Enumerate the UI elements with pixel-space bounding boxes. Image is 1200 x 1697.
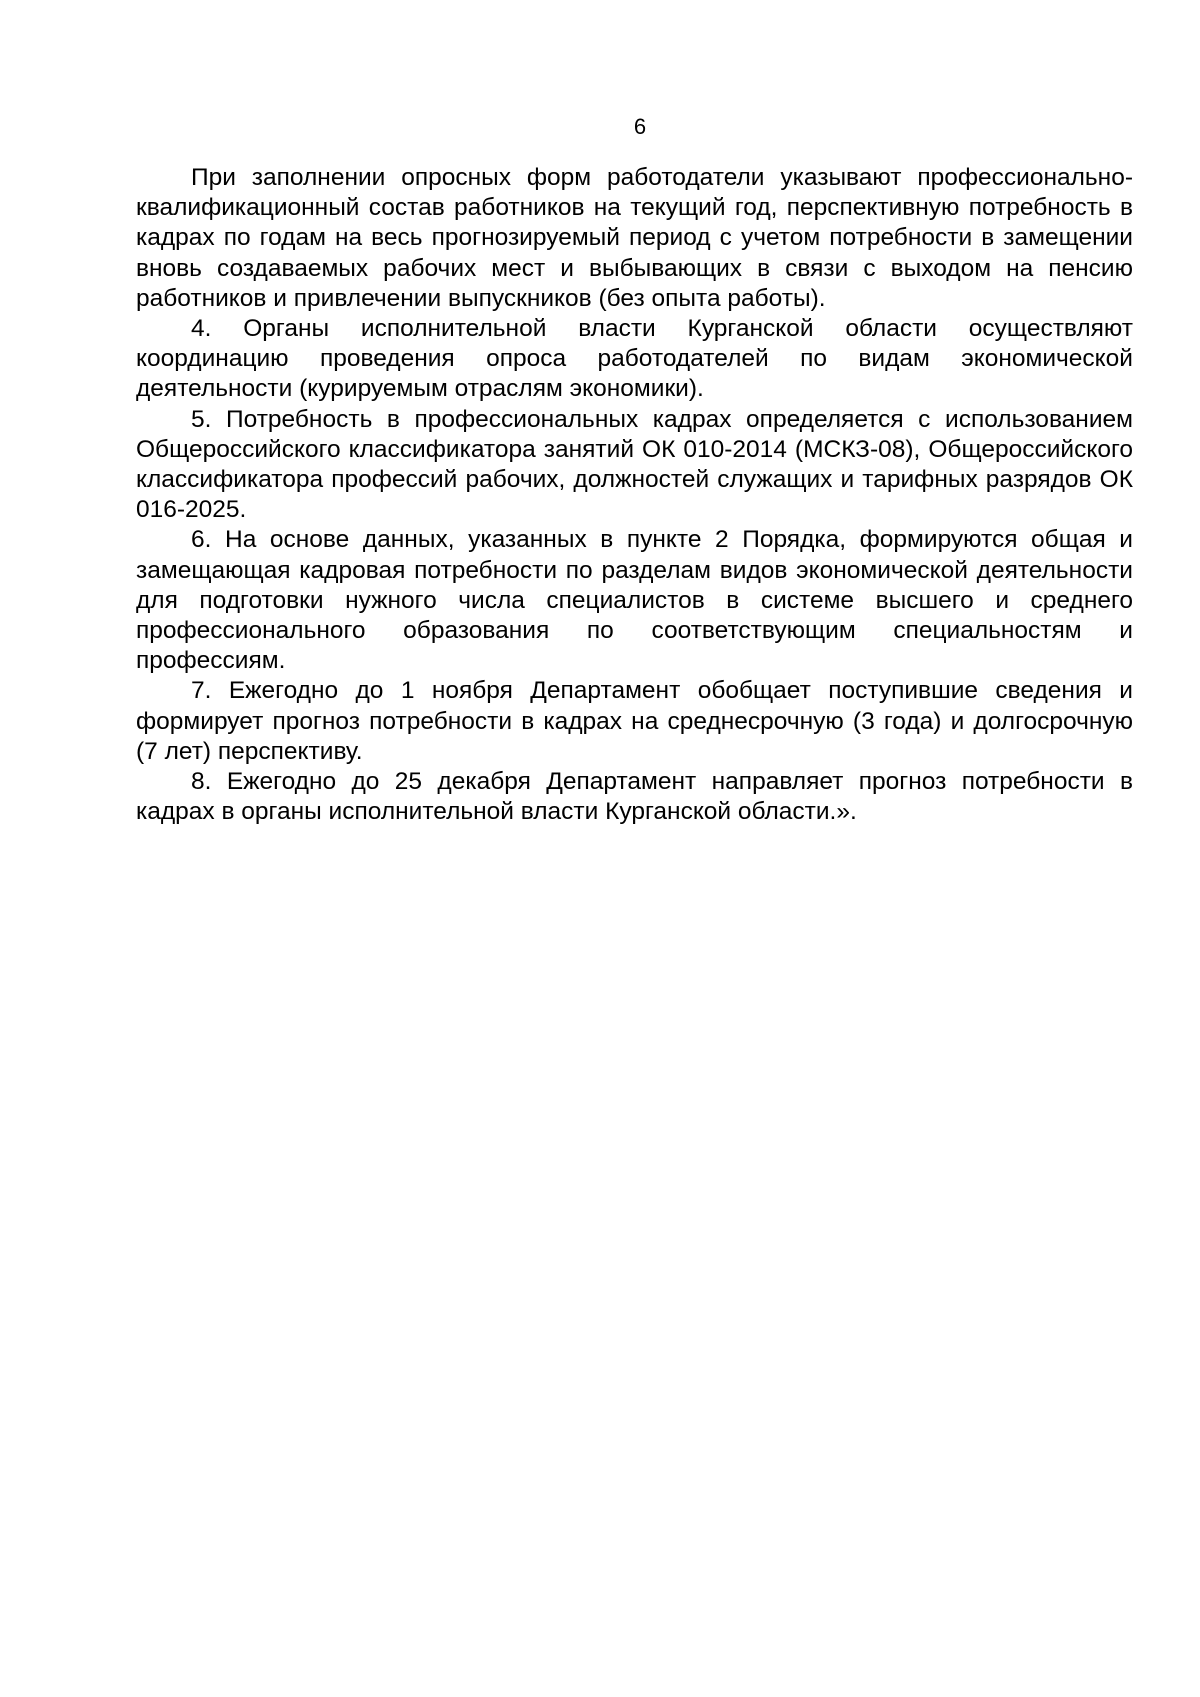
paragraph-item-6: 6. На основе данных, указанных в пункте 2 Порядка, формируются общая и замещающая кадровая потребности по разделам видов экономической деятельности для подготовки нужного числа специалистов в системе высшего и среднего профессионального образования по соответствующим специальностям и профессиям. bbox=[136, 526, 1133, 675]
paragraph-item-4: 4. Органы исполнительной власти Курганской области осуществляют координацию проведения опроса работодателей по видам экономической деятельности (курируемым отраслям экономики). bbox=[136, 315, 1133, 403]
paragraph-item-5: 5. Потребность в профессиональных кадрах определяется с использованием Общероссийского классификатора занятий ОК 010-2014 (МСКЗ-08), Общероссийского классификатора профессий рабочих, должностей служащих и тарифных разрядов ОК 016-2025. bbox=[136, 405, 1133, 524]
paragraph-item-8: 8. Ежегодно до 25 декабря Департамент направляет прогноз потребности в кадрах в органы исполнительной власти Курганской области.». bbox=[136, 768, 1133, 826]
document-body bbox=[136, 163, 1133, 827]
page-number: 6 bbox=[633, 114, 647, 139]
paragraph-survey-forms: При заполнении опросных форм работодатели указывают профессионально-квалификационный состав работников на текущий год, перспективную потребность в кадрах по годам на весь прогнозируемый период с учетом потребности в замещении вновь создаваемых рабочих мест и выбывающих в связи с выходом на пенсию работников и привлечении выпускников (без опыта работы). bbox=[136, 164, 1133, 312]
paragraph-item-7: 7. Ежегодно до 1 ноября Департамент обобщает поступившие сведения и формирует прогноз потребности в кадрах на среднесрочную (3 года) и долгосрочную (7 лет) перспективу. bbox=[136, 677, 1133, 765]
